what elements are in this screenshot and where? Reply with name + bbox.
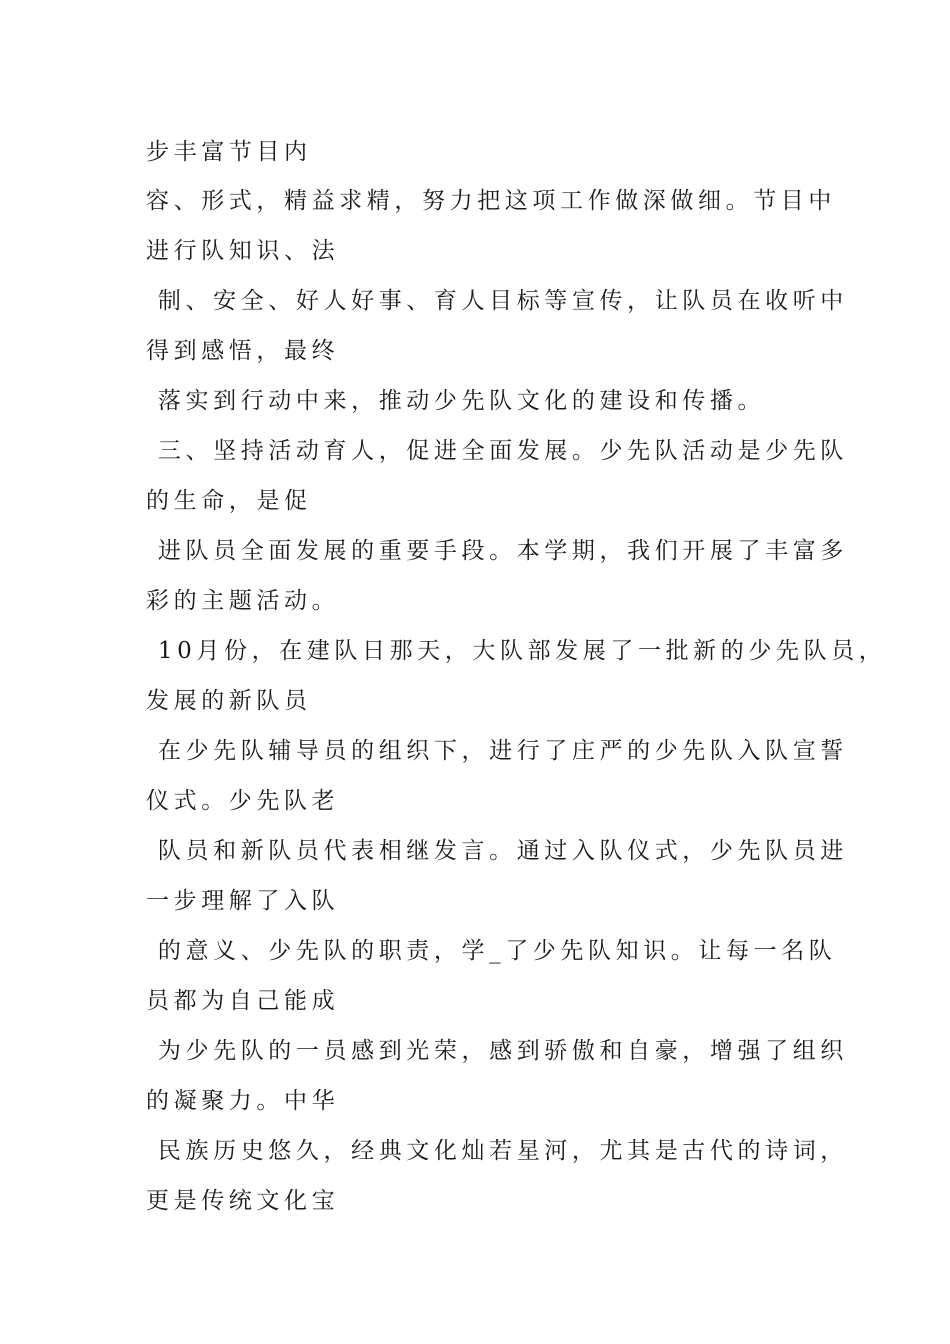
text-line: 员都为自己能成 — [146, 988, 340, 1014]
text-line: 得到感悟，最终 — [146, 338, 340, 364]
text-line: 10月份，在建队日那天，大队部发展了一批新的少先队员， — [146, 638, 887, 664]
text-line: 的生命，是促 — [146, 488, 312, 514]
text-line: 的凝聚力。中华 — [146, 1088, 340, 1114]
text-line: 彩的主题活动。 — [146, 588, 340, 614]
text-line: 步丰富节目内 — [146, 139, 312, 165]
text-line: 在少先队辅导员的组织下，进行了庄严的少先队入队宣誓 — [146, 738, 848, 764]
text-line: 制、安全、好人好事、育人目标等宣传，让队员在收听中 — [146, 288, 848, 314]
text-line: 进队员全面发展的重要手段。本学期，我们开展了丰富多 — [146, 538, 848, 564]
text-line: 队员和新队员代表相继发言。通过入队仪式，少先队员进 — [146, 838, 848, 864]
text-line: 三、坚持活动育人，促进全面发展。少先队活动是少先队 — [146, 438, 848, 464]
text-line: 一步理解了入队 — [146, 888, 340, 914]
text-line: 更是传统文化宝 — [146, 1188, 340, 1214]
text-line: 发展的新队员 — [146, 688, 312, 714]
text-line: 的意义、少先队的职责，学_了少先队知识。让每一名队 — [146, 938, 837, 964]
text-line: 民族历史悠久，经典文化灿若星河，尤其是古代的诗词， — [146, 1138, 848, 1164]
text-line: 落实到行动中来，推动少先队文化的建设和传播。 — [146, 388, 766, 414]
text-line: 为少先队的一员感到光荣，感到骄傲和自豪，增强了组织 — [146, 1038, 848, 1064]
text-line: 仪式。少先队老 — [146, 788, 340, 814]
text-line: 容、形式，精益求精，努力把这项工作做深做细。节目中 — [146, 188, 836, 214]
text-line: 进行队知识、法 — [146, 238, 340, 264]
